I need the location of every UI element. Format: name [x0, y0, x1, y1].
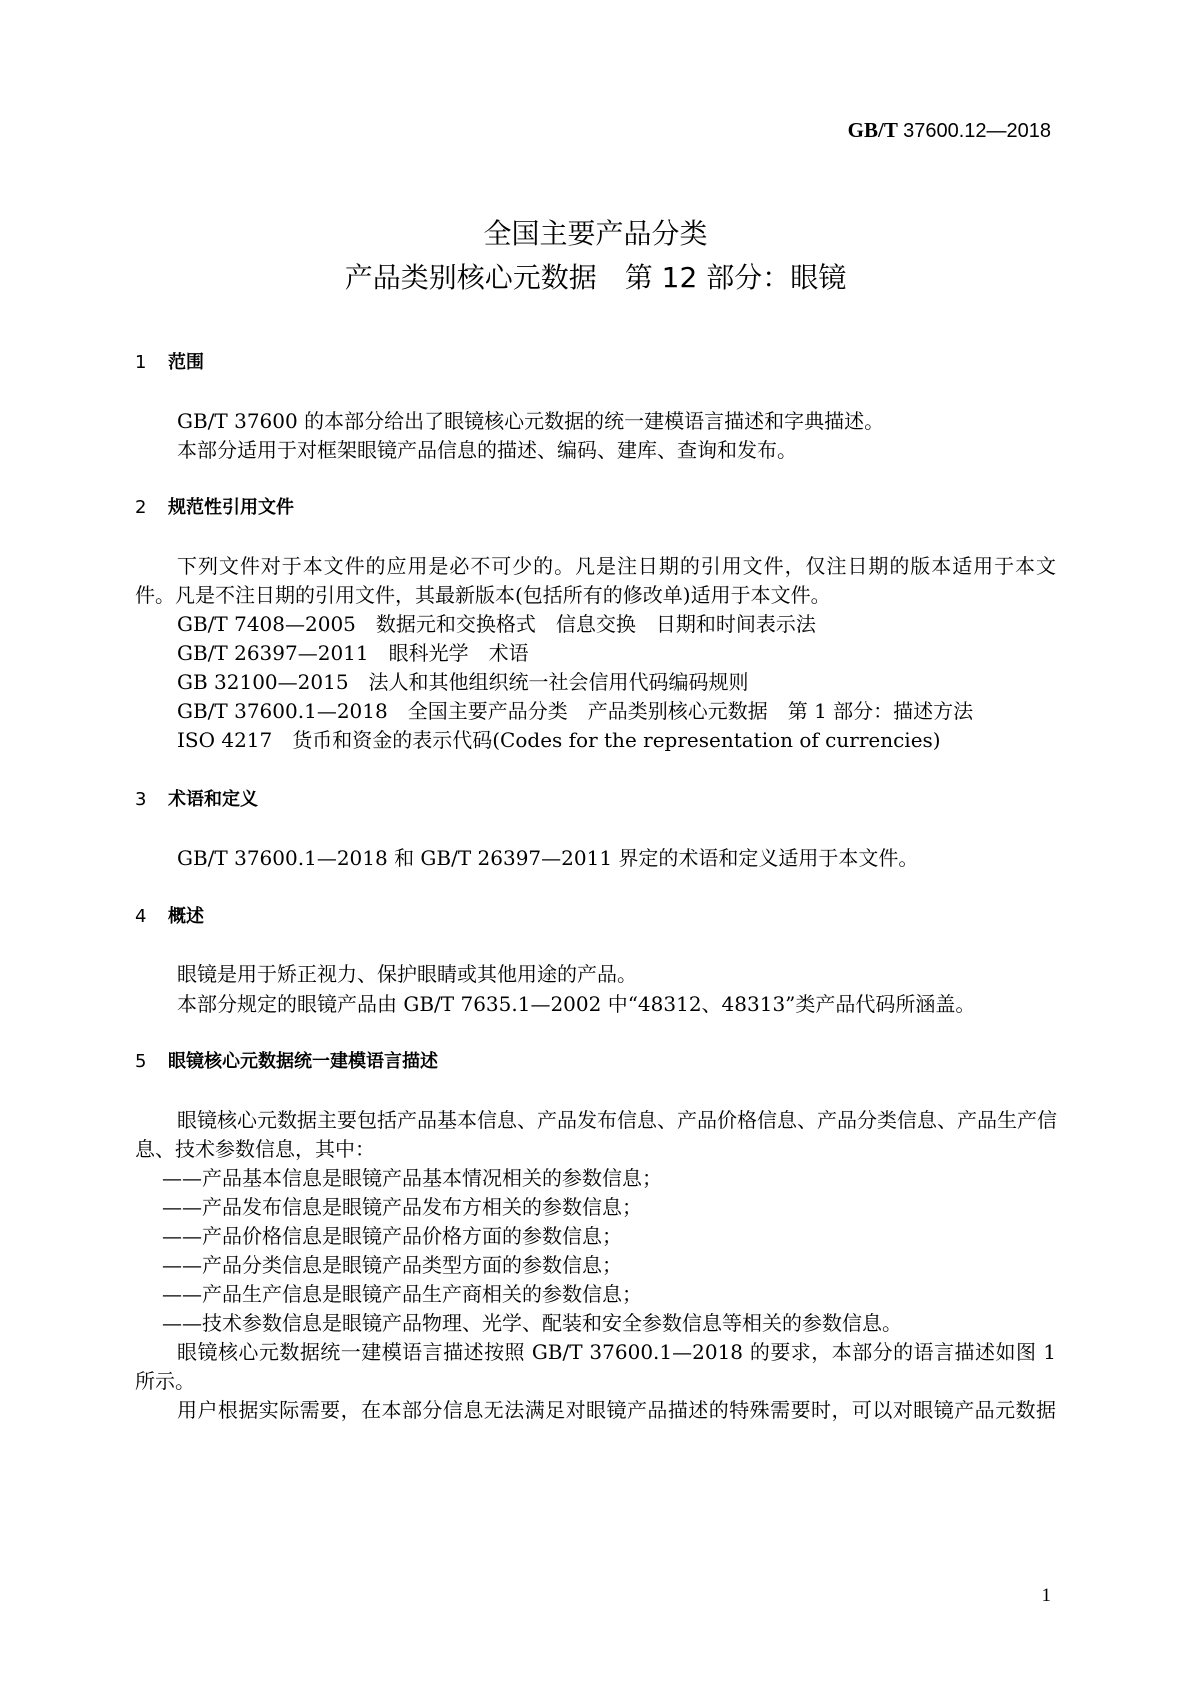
paragraph-text: 眼镜核心元数据统一建模语言描述按照 GB/T 37600.1—2018 的要求，本部分的语言描述如图 1 — [177, 1340, 1056, 1364]
list-item: ——产品发布信息是眼镜产品发布方相关的参数信息； — [162, 1195, 642, 1219]
paragraph-line: 件。凡是不注日期的引用文件，其最新版本(包括所有的修改单)适用于本文件。 — [135, 583, 831, 607]
paragraph-text: 用户根据实际需要，在本部分信息无法满足对眼镜产品描述的特殊需要时，可以对眼镜产品元数据 — [177, 1398, 1056, 1422]
paragraph-line — [177, 550, 1056, 579]
section-title: 规范性引用文件 — [168, 497, 294, 518]
list-item: ——产品基本信息是眼镜产品基本情况相关的参数信息； — [162, 1166, 662, 1190]
reference-item: GB/T 7408—2005 数据元和交换格式 信息交换 日期和时间表示法 — [177, 612, 816, 636]
section-title: 范围 — [168, 352, 204, 373]
section-number: 2 — [135, 497, 147, 518]
paragraph-line: 息、技术参数信息，其中： — [135, 1137, 375, 1161]
list-item: ——产品分类信息是眼镜产品类型方面的参数信息； — [162, 1253, 622, 1277]
paragraph-text: 眼镜核心元数据主要包括产品基本信息、产品发布信息、产品价格信息、产品分类信息、产品生产信 — [177, 1108, 1057, 1132]
reference-item: ISO 4217 货币和资金的表示代码(Codes for the representation of currencies) — [177, 728, 941, 752]
reference-item: GB/T 37600.1—2018 全国主要产品分类 产品类别核心元数据 第 1 部分：描述方法 — [177, 699, 974, 723]
list-item: ——产品生产信息是眼镜产品生产商相关的参数信息； — [162, 1282, 642, 1306]
paragraph-line — [177, 1336, 1056, 1365]
document-code — [848, 118, 1051, 143]
paragraph: 本部分适用于对框架眼镜产品信息的描述、编码、建库、查询和发布。 — [177, 438, 797, 462]
paragraph-line — [177, 1394, 1056, 1423]
list-item: ——产品价格信息是眼镜产品价格方面的参数信息； — [162, 1224, 622, 1248]
section-title: 眼镜核心元数据统一建模语言描述 — [168, 1051, 438, 1072]
section-title: 术语和定义 — [168, 789, 258, 810]
section-3-heading — [135, 785, 258, 811]
section-number: 5 — [135, 1051, 147, 1072]
paragraph: GB/T 37600.1—2018 和 GB/T 26397—2011 界定的术语和定义适用于本文件。 — [177, 846, 919, 870]
paragraph-text: 下列文件对于本文件的应用是必不可少的。凡是注日期的引用文件，仅注日期的版本适用于本文 — [177, 554, 1056, 578]
section-2-heading — [135, 493, 294, 519]
reference-item: GB 32100—2015 法人和其他组织统一社会信用代码编码规则 — [177, 670, 749, 694]
section-5-heading — [135, 1047, 438, 1073]
paragraph-line: 所示。 — [135, 1369, 195, 1393]
section-title: 概述 — [168, 906, 204, 927]
reference-item: GB/T 26397—2011 眼科光学 术语 — [177, 641, 529, 665]
paragraph: 本部分规定的眼镜产品由 GB/T 7635.1—2002 中“48312、48313”类产品代码所涵盖。 — [177, 992, 976, 1016]
section-1-heading — [135, 348, 204, 374]
document-code-number: 37600.12—2018 — [903, 120, 1051, 142]
list-item: ——技术参数信息是眼镜产品物理、光学、配装和安全参数信息等相关的参数信息。 — [162, 1311, 902, 1335]
section-number: 4 — [135, 906, 147, 927]
document-title-line-1: 全国主要产品分类 — [483, 217, 708, 250]
page-number: 1 — [1041, 1585, 1051, 1606]
section-4-heading — [135, 902, 204, 928]
document-code-prefix: GB/T — [847, 118, 898, 142]
document-title-line-2: 产品类别核心元数据 第 12 部分：眼镜 — [344, 261, 847, 294]
paragraph: GB/T 37600 的本部分给出了眼镜核心元数据的统一建模语言描述和字典描述。 — [177, 409, 885, 433]
paragraph-line — [177, 1104, 1056, 1133]
section-number: 1 — [135, 352, 147, 373]
section-number: 3 — [135, 789, 147, 810]
paragraph: 眼镜是用于矫正视力、保护眼睛或其他用途的产品。 — [177, 962, 637, 986]
